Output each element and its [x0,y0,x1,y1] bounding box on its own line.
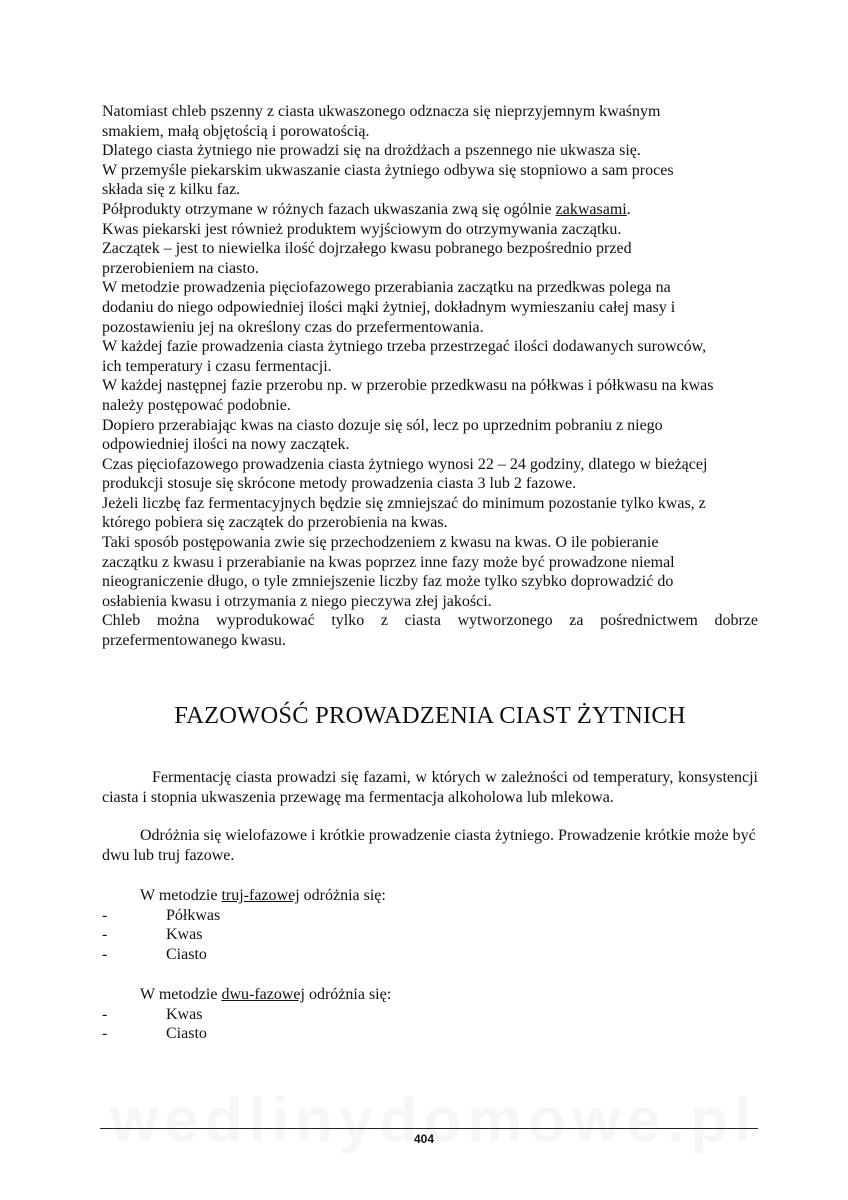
text-line: osłabienia kwasu i otrzymania z niego pieczywa złej jakości. [102,592,492,610]
text-line: Dopiero przerabiając kwas na ciasto dozuje się sól, lecz po uprzednim pobraniu z niego [102,416,663,434]
text-line: Dlatego ciasta żytniego nie prowadzi się na drożdżach a pszennego nie ukwasza się. [102,142,641,160]
section-heading: FAZOWOŚĆ PROWADZENIA CIAST ŻYTNICH [174,702,686,729]
list-intro: W metodzie truj-fazowej odróżnia się: [140,887,386,904]
bullet-dash: - [102,906,108,924]
text-line: przerobieniem na ciasto. [102,259,259,277]
text-line: Czas pięciofazowego prowadzenia ciasta żytniego wynosi 22 – 24 godziny, dlatego w bieżącej [102,455,708,473]
body-text [102,102,758,651]
text-line: którego pobiera się zaczątek do przerobienia na kwas. [102,514,448,532]
text-line: pozostawieniu jej na określony czas do przefermentowania. [102,318,484,336]
three-phase-list [102,886,758,964]
list-intro: W metodzie dwu-fazowej odróżnia się: [140,986,392,1003]
text-line: Zaczątek – jest to niewielka ilość dojrzałego kwasu pobranego bezpośrednio przed [102,240,632,258]
text-line: Kwas piekarski jest również produktem wyjściowym do otrzymywania zaczątku. [102,220,622,238]
truj-fazowej-term: truj-fazowej [221,887,300,904]
paragraph-fermentation: Fermentację ciasta prowadzi się fazami, w których w zależności od temperatury, konsystencji ciasta i stopnia ukwaszenia przewagę ma fermentacja alkoholowa lub mlekowa. [102,769,758,806]
text-line: należy postępować podobnie. [102,396,291,414]
text-line: Taki sposób postępowania zwie się przechodzeniem z kwasu na kwas. O ile pobieranie [102,534,659,552]
text-line: produkcji stosuje się skrócone metody prowadzenia ciasta 3 lub 2 fazowe. [102,475,577,493]
list-item: - Ciasto [102,945,207,963]
list-item: - Półkwas [102,906,221,924]
text-line: smakiem, małą objętością i porowatością. [102,122,370,140]
two-phase-list [102,985,758,1044]
text-line: dodaniu do niego odpowiedniej ilości mąki żytniej, dokładnym wymieszaniu całej masy i [102,298,676,316]
bullet-dash: - [102,1005,108,1023]
text-line: nieograniczenie długo, o tyle zmniejszenie liczby faz może tylko szybko doprowadzić do [102,573,674,591]
text-line: Natomiast chleb pszenny z ciasta ukwaszonego odznacza się nieprzyjemnym kwaśnym [102,103,661,120]
list-item: - Ciasto [102,1025,207,1043]
text-line: ich temperatury i czasu fermentacji. [102,357,332,375]
dwu-fazowej-term: dwu-fazowej [221,986,305,1003]
text-line: Jeżeli liczbę faz fermentacyjnych będzie się zmniejszać do minimum pozostanie tylko kwas, z [102,494,706,512]
list-item: - Kwas [102,926,203,944]
footer-divider [100,1128,758,1129]
text-line: odpowiedniej ilości na nowy zaczątek. [102,436,350,454]
paragraph-methods: Odróżnia się wielofazowe i krótkie prowadzenie ciasta żytniego. Prowadzenie krótkie może być dwu lub truj fazowe. [102,827,756,864]
text-line: W każdej następnej fazie przerobu np. w przerobie przedkwasu na półkwas i półkwasu na kwas [102,377,714,395]
text-line: Chleb można wyprodukować tylko z ciasta wytworzonego za pośrednictwem dobrze [102,612,758,630]
text-line: W przemyśle piekarskim ukwaszanie ciasta żytniego odbywa się stopniowo a sam proces [102,161,674,179]
page-number: 404 [413,1132,435,1146]
zakwasami-term: zakwasami [555,200,627,218]
text-line: zaczątku z kwasu i przerabianie na kwas poprzez inne fazy może być prowadzone niemal [102,553,675,571]
bullet-dash: - [102,926,108,944]
text-line: składa się z kilku faz. [102,181,241,199]
bullet-dash: - [102,945,108,963]
list-item: - Kwas [102,1005,203,1023]
text-line: W metodzie prowadzenia pięciofazowego przerabiania zaczątku na przedkwas polega na [102,279,671,297]
text-line: W każdej fazie prowadzenia ciasta żytniego trzeba przestrzegać ilości dodawanych surowców, [102,338,707,356]
text-line: Półprodukty otrzymane w różnych fazach ukwaszania zwą się ogólnie zakwasami. [102,200,631,218]
text-line: przefermentowanego kwasu. [102,632,286,650]
bullet-dash: - [102,1025,108,1043]
